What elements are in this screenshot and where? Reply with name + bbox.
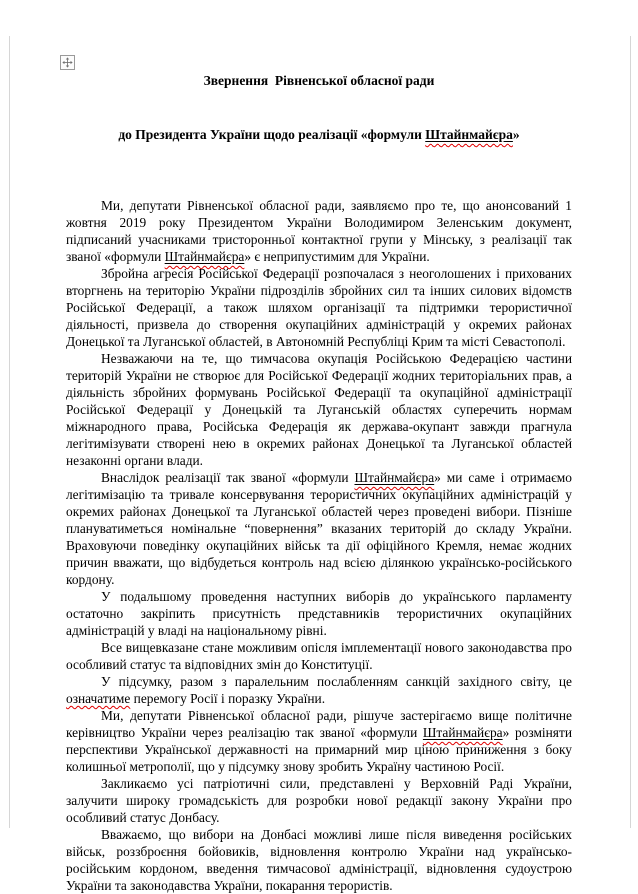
paragraph[interactable]: Вважаємо, що вибори на Донбасі можливі лише після виведення російських військ, роззброєння бойовиків, відновлення контролю України над українсько-російським кордоном, введення тимчасової адміністрації, відновлення судоустрою України та законодавства України, покарання терористів. — [66, 827, 572, 893]
page-left-edge — [9, 36, 10, 828]
move-anchor-icon[interactable] — [60, 55, 75, 70]
document-page — [0, 36, 638, 893]
title-line-1[interactable]: Звернення Рівненської обласної ради — [203, 73, 435, 88]
paragraph[interactable]: Незважаючи на те, що тимчасова окупація Російською Федерацією частини територій України не створює для Російської Федерації жодних територіальних прав, а діяльність збройних формувань Російської Федерації та окупаційної адміністрації Російської Федерації у Донецькій та Луганській областях суперечить нормам міжнародного права, Російська Федерація як держава-окупант завжди прагнула легітимізувати створені нею в окремих районах Донецької та Луганської областей незаконні органи влади. — [66, 351, 572, 468]
document-body[interactable] — [66, 197, 572, 894]
paragraph[interactable]: Все вищевказане стане можливим опісля імплементації нового законодавства про особливий статус та відповідних змін до Конституції. — [66, 640, 572, 672]
paragraph[interactable]: У подальшому проведення наступних виборів до українського парламенту остаточно закріпить присутність представників терористичних окупаційних адміністрацій у владі на національному рівні. — [66, 589, 572, 638]
document-title[interactable] — [66, 36, 572, 180]
paragraph[interactable]: Ми, депутати Рівненської обласної ради, заявляємо про те, що анонсований 1 жовтня 2019 року Президентом України Володимиром Зеленським документ, підписаний учасниками тристоронньої контактної групи у Мінську, з реалізації так званої «формули Штайнмайєра» є неприпустимим для України. — [66, 198, 572, 264]
paragraph[interactable]: Ми, депутати Рівненської обласної ради, рішуче застерігаємо вище політичне керівництво України через реалізацію так званої «формули Штайнмайєра» розміняти перспективи Української державності на примарний мир ціною приниження з боку колишньої метрополії, що у підсумку знову зробить Україну частиною Росії. — [66, 708, 572, 774]
title-line-2[interactable]: до Президента України щодо реалізації «формули Штайнмайєра» — [118, 127, 520, 142]
paragraph[interactable]: Внаслідок реалізації так званої «формули Штайнмайєра» ми саме і отримаємо легітимізацію та тривале консервування терористичних окупаційних адміністрацій у окремих районах Донецької та Луганської областей через проведені вибори. Пізніше плануватиметься номінальне “повернення” вказаних територій до складу України. Враховуючи поведінку окупаційних військ та дії офіційного Кремля, немає жодних причин вважати, що відбудеться контроль над всією ділянкою українсько-російського кордону. — [66, 470, 572, 587]
paragraph[interactable]: У підсумку, разом з паралельним послабленням санкцій західного світу, це означатиме перемогу Росії і поразку України. — [66, 674, 572, 706]
page-right-edge — [630, 36, 631, 828]
paragraph[interactable]: Закликаємо усі патріотичні сили, представлені у Верховній Раді України, залучити широку громадськість для розробки нової редакції закону України про особливий статус Донбасу. — [66, 776, 572, 825]
paragraph[interactable]: Збройна агресія Російської Федерації розпочалася з неоголошених і прихованих вторгнень на територію України підрозділів збройних сил та інших силових відомств Російської Федерації, а також шляхом організації та підтримки терористичної діяльності, призвела до створення окупаційних адміністрацій у окремих районах Донецької та Луганської областей, в Автономній Республіці Крим та місті Севастополі. — [66, 266, 572, 349]
